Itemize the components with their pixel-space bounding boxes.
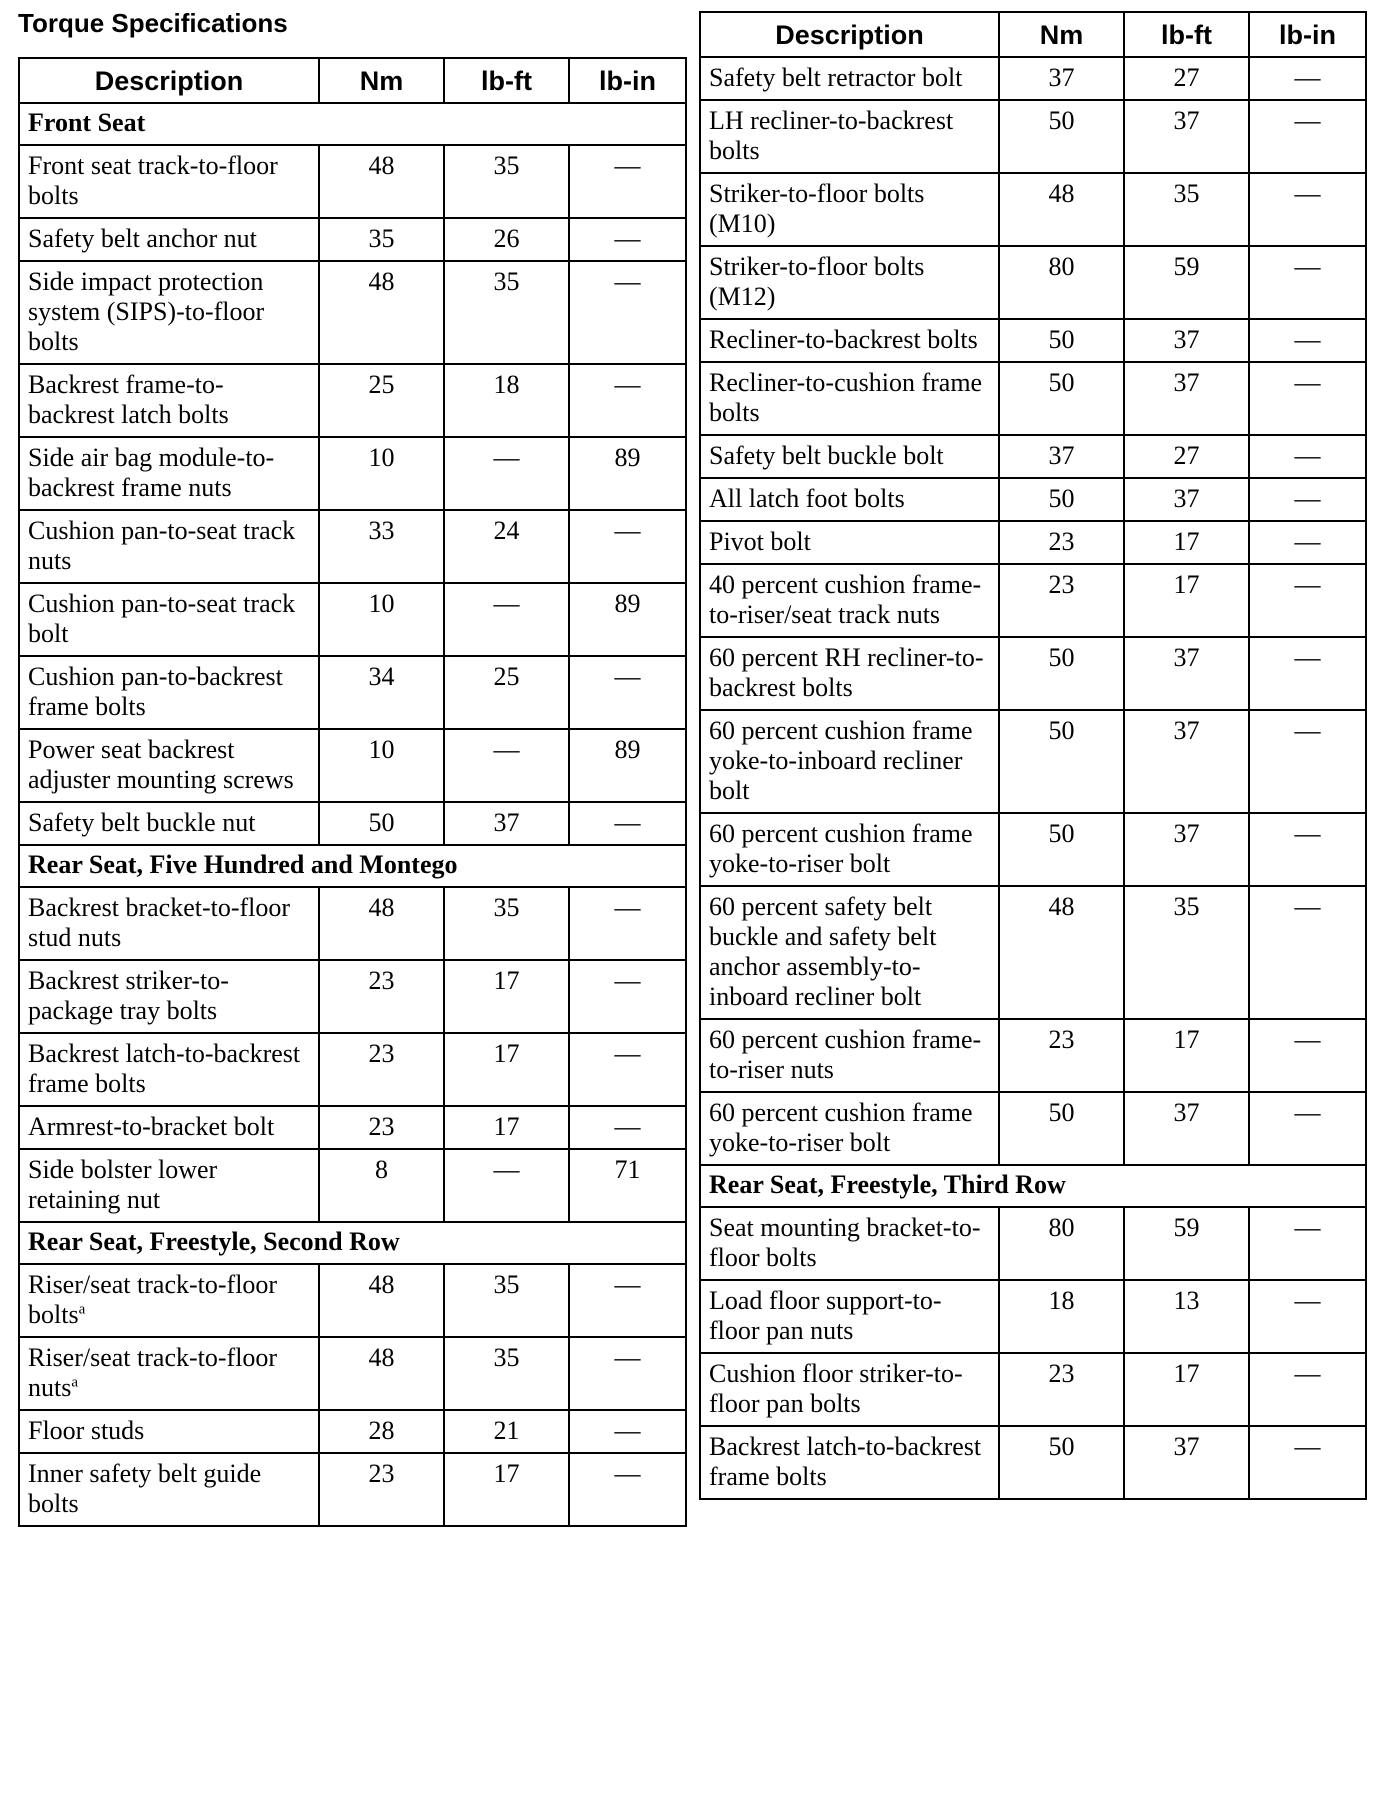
lbin-cell: — bbox=[569, 656, 686, 729]
nm-cell: 37 bbox=[999, 435, 1124, 478]
lbft-cell: 37 bbox=[1124, 319, 1249, 362]
lbft-cell: 24 bbox=[444, 510, 569, 583]
table-row bbox=[700, 564, 1366, 637]
lbft-cell: 21 bbox=[444, 1410, 569, 1453]
header-lbin: lb-in bbox=[569, 58, 686, 103]
nm-cell: 50 bbox=[999, 1092, 1124, 1165]
description-cell bbox=[700, 564, 999, 637]
lbft-cell: 17 bbox=[444, 1033, 569, 1106]
description-cell bbox=[19, 510, 319, 583]
description-cell bbox=[700, 1280, 999, 1353]
table-row bbox=[19, 1453, 686, 1526]
description-cell bbox=[19, 1033, 319, 1106]
description-text: Side impact protection system (SIPS)-to-floor bolts bbox=[28, 267, 265, 356]
lbin-cell: — bbox=[1249, 362, 1366, 435]
nm-cell: 50 bbox=[999, 637, 1124, 710]
description-text: Safety belt buckle bolt bbox=[709, 441, 944, 470]
description-cell bbox=[19, 1264, 319, 1337]
description-text: Backrest latch-to-backrest frame bolts bbox=[28, 1039, 301, 1098]
lbft-cell: — bbox=[444, 583, 569, 656]
lbft-cell: 27 bbox=[1124, 435, 1249, 478]
description-cell bbox=[19, 656, 319, 729]
lbin-cell: — bbox=[1249, 1280, 1366, 1353]
lbft-cell: 59 bbox=[1124, 246, 1249, 319]
description-text: Inner safety belt guide bolts bbox=[28, 1459, 262, 1518]
table-row bbox=[700, 1280, 1366, 1353]
description-cell bbox=[19, 1149, 319, 1222]
description-text: 60 percent safety belt buckle and safety belt anchor assembly-to-inboard recliner bolt bbox=[709, 892, 937, 1011]
nm-cell: 23 bbox=[319, 1453, 444, 1526]
lbin-cell: 89 bbox=[569, 583, 686, 656]
table-row bbox=[700, 57, 1366, 100]
description-text: Cushion pan-to-seat track bolt bbox=[28, 589, 296, 648]
description-cell bbox=[700, 813, 999, 886]
lbin-cell: — bbox=[1249, 521, 1366, 564]
nm-cell: 28 bbox=[319, 1410, 444, 1453]
section-title: Rear Seat, Freestyle, Second Row bbox=[19, 1222, 686, 1264]
page-title: Torque Specifications bbox=[18, 8, 288, 38]
description-cell bbox=[700, 57, 999, 100]
section-title: Front Seat bbox=[19, 103, 686, 145]
nm-cell: 50 bbox=[999, 478, 1124, 521]
lbft-cell: 37 bbox=[444, 802, 569, 845]
description-cell bbox=[19, 1106, 319, 1149]
lbin-cell: — bbox=[569, 960, 686, 1033]
table-row bbox=[19, 1149, 686, 1222]
description-cell bbox=[19, 1453, 319, 1526]
table-row bbox=[700, 1019, 1366, 1092]
description-text: Striker-to-floor bolts (M10) bbox=[709, 179, 925, 238]
description-cell bbox=[700, 710, 999, 813]
nm-cell: 80 bbox=[999, 246, 1124, 319]
lbft-cell: 35 bbox=[444, 1337, 569, 1410]
lbin-cell: — bbox=[1249, 478, 1366, 521]
nm-cell: 10 bbox=[319, 729, 444, 802]
nm-cell: 37 bbox=[999, 57, 1124, 100]
nm-cell: 23 bbox=[319, 960, 444, 1033]
description-text: All latch foot bolts bbox=[709, 484, 905, 513]
lbin-cell: — bbox=[569, 1264, 686, 1337]
description-text: 60 percent cushion frame yoke-to-riser bolt bbox=[709, 1098, 973, 1157]
lbft-cell: 17 bbox=[1124, 1019, 1249, 1092]
nm-cell: 35 bbox=[319, 218, 444, 261]
lbin-cell: — bbox=[1249, 173, 1366, 246]
description-cell bbox=[19, 1410, 319, 1453]
table-row bbox=[19, 364, 686, 437]
lbin-cell: — bbox=[1249, 1092, 1366, 1165]
header-lbft: lb-ft bbox=[444, 58, 569, 103]
lbin-cell: — bbox=[569, 510, 686, 583]
lbin-cell: — bbox=[1249, 1353, 1366, 1426]
table-row bbox=[700, 478, 1366, 521]
table-row bbox=[700, 521, 1366, 564]
lbft-cell: 37 bbox=[1124, 813, 1249, 886]
lbin-cell: — bbox=[569, 802, 686, 845]
lbin-cell: — bbox=[1249, 319, 1366, 362]
table-row bbox=[19, 729, 686, 802]
lbin-cell: — bbox=[569, 1410, 686, 1453]
section-title: Rear Seat, Freestyle, Third Row bbox=[700, 1165, 1366, 1207]
nm-cell: 8 bbox=[319, 1149, 444, 1222]
lbin-cell: — bbox=[1249, 246, 1366, 319]
lbft-cell: 37 bbox=[1124, 1426, 1249, 1499]
header-row bbox=[700, 12, 1366, 57]
nm-cell: 50 bbox=[999, 362, 1124, 435]
description-cell bbox=[700, 319, 999, 362]
table-row bbox=[19, 510, 686, 583]
description-text: Backrest striker-to-package tray bolts bbox=[28, 966, 229, 1025]
lbft-cell: 37 bbox=[1124, 478, 1249, 521]
description-cell bbox=[700, 246, 999, 319]
table-row bbox=[19, 1264, 686, 1337]
nm-cell: 48 bbox=[999, 173, 1124, 246]
lbft-cell: 27 bbox=[1124, 57, 1249, 100]
lbin-cell: — bbox=[569, 145, 686, 218]
header-nm: Nm bbox=[319, 58, 444, 103]
description-text: 60 percent RH recliner-to-backrest bolts bbox=[709, 643, 984, 702]
description-text: Riser/seat track-to-floor nuts bbox=[28, 1343, 278, 1402]
description-text: Side air bag module-to-backrest frame nuts bbox=[28, 443, 275, 502]
description-cell bbox=[19, 364, 319, 437]
header-description: Description bbox=[700, 12, 999, 57]
table-row bbox=[19, 1337, 686, 1410]
lbft-cell: 59 bbox=[1124, 1207, 1249, 1280]
lbin-cell: 89 bbox=[569, 437, 686, 510]
lbin-cell: — bbox=[569, 364, 686, 437]
description-text: Floor studs bbox=[28, 1416, 145, 1445]
lbft-cell: 17 bbox=[444, 960, 569, 1033]
description-cell bbox=[700, 1426, 999, 1499]
lbft-cell: — bbox=[444, 437, 569, 510]
lbin-cell: — bbox=[1249, 564, 1366, 637]
footnote-marker: a bbox=[78, 1301, 86, 1318]
nm-cell: 48 bbox=[319, 145, 444, 218]
description-cell bbox=[19, 1337, 319, 1410]
description-cell bbox=[19, 261, 319, 364]
lbft-cell: 35 bbox=[444, 1264, 569, 1337]
description-cell bbox=[19, 960, 319, 1033]
description-text: Armrest-to-bracket bolt bbox=[28, 1112, 275, 1141]
description-cell bbox=[19, 729, 319, 802]
nm-cell: 80 bbox=[999, 1207, 1124, 1280]
lbin-cell: — bbox=[569, 887, 686, 960]
description-cell bbox=[700, 362, 999, 435]
description-cell bbox=[19, 218, 319, 261]
description-cell bbox=[700, 435, 999, 478]
section-row bbox=[19, 1222, 686, 1264]
description-cell bbox=[700, 886, 999, 1019]
table-row bbox=[700, 813, 1366, 886]
description-cell bbox=[700, 1019, 999, 1092]
lbin-cell: — bbox=[569, 1106, 686, 1149]
nm-cell: 23 bbox=[999, 521, 1124, 564]
table-row bbox=[700, 1207, 1366, 1280]
nm-cell: 23 bbox=[999, 1353, 1124, 1426]
description-text: Cushion pan-to-seat track nuts bbox=[28, 516, 296, 575]
description-cell bbox=[19, 802, 319, 845]
lbft-cell: 35 bbox=[444, 261, 569, 364]
lbin-cell: — bbox=[1249, 710, 1366, 813]
description-cell bbox=[700, 1353, 999, 1426]
lbin-cell: — bbox=[1249, 637, 1366, 710]
description-text: Recliner-to-backrest bolts bbox=[709, 325, 978, 354]
description-text: LH recliner-to-backrest bolts bbox=[709, 106, 954, 165]
description-text: Backrest bracket-to-floor stud nuts bbox=[28, 893, 291, 952]
lbft-cell: 35 bbox=[444, 887, 569, 960]
table-row bbox=[700, 886, 1366, 1019]
lbin-cell: 89 bbox=[569, 729, 686, 802]
description-text: 60 percent cushion frame yoke-to-inboard recliner bolt bbox=[709, 716, 973, 805]
header-row bbox=[19, 58, 686, 103]
lbft-cell: 17 bbox=[1124, 1353, 1249, 1426]
description-text: Backrest frame-to-backrest latch bolts bbox=[28, 370, 229, 429]
nm-cell: 48 bbox=[319, 887, 444, 960]
table-row bbox=[700, 1092, 1366, 1165]
table-row bbox=[700, 246, 1366, 319]
nm-cell: 23 bbox=[319, 1033, 444, 1106]
description-cell bbox=[19, 437, 319, 510]
description-cell bbox=[700, 1092, 999, 1165]
nm-cell: 48 bbox=[319, 1337, 444, 1410]
lbft-cell: 17 bbox=[444, 1106, 569, 1149]
torque-table-left bbox=[18, 57, 687, 1527]
nm-cell: 50 bbox=[999, 1426, 1124, 1499]
description-text: Pivot bolt bbox=[709, 527, 811, 556]
lbin-cell: — bbox=[1249, 1019, 1366, 1092]
lbft-cell: 18 bbox=[444, 364, 569, 437]
lbft-cell: 17 bbox=[444, 1453, 569, 1526]
description-text: 40 percent cushion frame-to-riser/seat track nuts bbox=[709, 570, 982, 629]
description-cell bbox=[19, 887, 319, 960]
description-cell bbox=[700, 1207, 999, 1280]
nm-cell: 50 bbox=[999, 100, 1124, 173]
footnote-marker: a bbox=[71, 1374, 79, 1391]
description-text: Striker-to-floor bolts (M12) bbox=[709, 252, 925, 311]
description-text: Side bolster lower retaining nut bbox=[28, 1155, 218, 1214]
lbft-cell: 13 bbox=[1124, 1280, 1249, 1353]
nm-cell: 25 bbox=[319, 364, 444, 437]
table-row bbox=[700, 637, 1366, 710]
description-text: Riser/seat track-to-floor bolts bbox=[28, 1270, 278, 1329]
nm-cell: 10 bbox=[319, 437, 444, 510]
description-cell bbox=[19, 145, 319, 218]
nm-cell: 50 bbox=[999, 710, 1124, 813]
description-text: Front seat track-to-floor bolts bbox=[28, 151, 278, 210]
lbin-cell: — bbox=[1249, 886, 1366, 1019]
section-row bbox=[700, 1165, 1366, 1207]
lbft-cell: 35 bbox=[1124, 173, 1249, 246]
lbft-cell: 17 bbox=[1124, 564, 1249, 637]
torque-table-right bbox=[699, 11, 1367, 1500]
table-row bbox=[700, 100, 1366, 173]
nm-cell: 34 bbox=[319, 656, 444, 729]
section-title: Rear Seat, Five Hundred and Montego bbox=[19, 845, 686, 887]
lbin-cell: — bbox=[569, 1453, 686, 1526]
table-row bbox=[700, 435, 1366, 478]
description-text: Cushion pan-to-backrest frame bolts bbox=[28, 662, 283, 721]
lbft-cell: 35 bbox=[1124, 886, 1249, 1019]
description-text: Power seat backrest adjuster mounting screws bbox=[28, 735, 294, 794]
lbft-cell: — bbox=[444, 729, 569, 802]
table-body-right bbox=[700, 57, 1366, 1499]
lbft-cell: 26 bbox=[444, 218, 569, 261]
lbft-cell: 17 bbox=[1124, 521, 1249, 564]
lbin-cell: — bbox=[1249, 1426, 1366, 1499]
description-text: Safety belt anchor nut bbox=[28, 224, 257, 253]
table-row bbox=[19, 1033, 686, 1106]
lbin-cell: — bbox=[569, 1033, 686, 1106]
nm-cell: 18 bbox=[999, 1280, 1124, 1353]
description-cell bbox=[700, 637, 999, 710]
description-text: Backrest latch-to-backrest frame bolts bbox=[709, 1432, 982, 1491]
nm-cell: 23 bbox=[999, 1019, 1124, 1092]
nm-cell: 50 bbox=[319, 802, 444, 845]
lbin-cell: — bbox=[1249, 435, 1366, 478]
header-description: Description bbox=[19, 58, 319, 103]
lbft-cell: 37 bbox=[1124, 710, 1249, 813]
lbft-cell: — bbox=[444, 1149, 569, 1222]
header-nm: Nm bbox=[999, 12, 1124, 57]
lbin-cell: — bbox=[1249, 813, 1366, 886]
table-row bbox=[19, 583, 686, 656]
lbin-cell: — bbox=[1249, 1207, 1366, 1280]
lbin-cell: — bbox=[569, 218, 686, 261]
table-row bbox=[19, 802, 686, 845]
nm-cell: 48 bbox=[999, 886, 1124, 1019]
nm-cell: 33 bbox=[319, 510, 444, 583]
lbin-cell: — bbox=[569, 261, 686, 364]
lbin-cell: — bbox=[569, 1337, 686, 1410]
description-text: Cushion floor striker-to-floor pan bolts bbox=[709, 1359, 963, 1418]
section-row bbox=[19, 845, 686, 887]
lbin-cell: — bbox=[1249, 57, 1366, 100]
lbft-cell: 37 bbox=[1124, 637, 1249, 710]
nm-cell: 50 bbox=[999, 319, 1124, 362]
nm-cell: 48 bbox=[319, 261, 444, 364]
description-cell bbox=[700, 521, 999, 564]
header-lbin: lb-in bbox=[1249, 12, 1366, 57]
lbft-cell: 37 bbox=[1124, 362, 1249, 435]
table-row bbox=[700, 319, 1366, 362]
lbin-cell: — bbox=[1249, 100, 1366, 173]
description-text: 60 percent cushion frame yoke-to-riser bolt bbox=[709, 819, 973, 878]
description-text: Seat mounting bracket-to-floor bolts bbox=[709, 1213, 981, 1272]
description-cell bbox=[700, 173, 999, 246]
description-cell bbox=[19, 583, 319, 656]
description-text: 60 percent cushion frame-to-riser nuts bbox=[709, 1025, 982, 1084]
description-text: Load floor support-to-floor pan nuts bbox=[709, 1286, 942, 1345]
table-row bbox=[19, 887, 686, 960]
nm-cell: 48 bbox=[319, 1264, 444, 1337]
table-row bbox=[700, 1353, 1366, 1426]
description-text: Safety belt retractor bolt bbox=[709, 63, 963, 92]
description-text: Recliner-to-cushion frame bolts bbox=[709, 368, 983, 427]
description-cell bbox=[700, 478, 999, 521]
nm-cell: 23 bbox=[999, 564, 1124, 637]
description-text: Safety belt buckle nut bbox=[28, 808, 256, 837]
header-lbft: lb-ft bbox=[1124, 12, 1249, 57]
table-row bbox=[19, 261, 686, 364]
nm-cell: 50 bbox=[999, 813, 1124, 886]
table-row bbox=[19, 1106, 686, 1149]
table-row bbox=[19, 437, 686, 510]
lbin-cell: 71 bbox=[569, 1149, 686, 1222]
table-row bbox=[19, 656, 686, 729]
lbft-cell: 35 bbox=[444, 145, 569, 218]
table-row bbox=[19, 145, 686, 218]
nm-cell: 10 bbox=[319, 583, 444, 656]
table-body-left bbox=[19, 103, 686, 1526]
table-row bbox=[19, 960, 686, 1033]
lbft-cell: 25 bbox=[444, 656, 569, 729]
description-cell bbox=[700, 100, 999, 173]
section-row bbox=[19, 103, 686, 145]
table-row bbox=[700, 362, 1366, 435]
table-row bbox=[700, 173, 1366, 246]
table-row bbox=[700, 710, 1366, 813]
table-row bbox=[19, 1410, 686, 1453]
table-row bbox=[19, 218, 686, 261]
nm-cell: 23 bbox=[319, 1106, 444, 1149]
lbft-cell: 37 bbox=[1124, 1092, 1249, 1165]
lbft-cell: 37 bbox=[1124, 100, 1249, 173]
table-row bbox=[700, 1426, 1366, 1499]
